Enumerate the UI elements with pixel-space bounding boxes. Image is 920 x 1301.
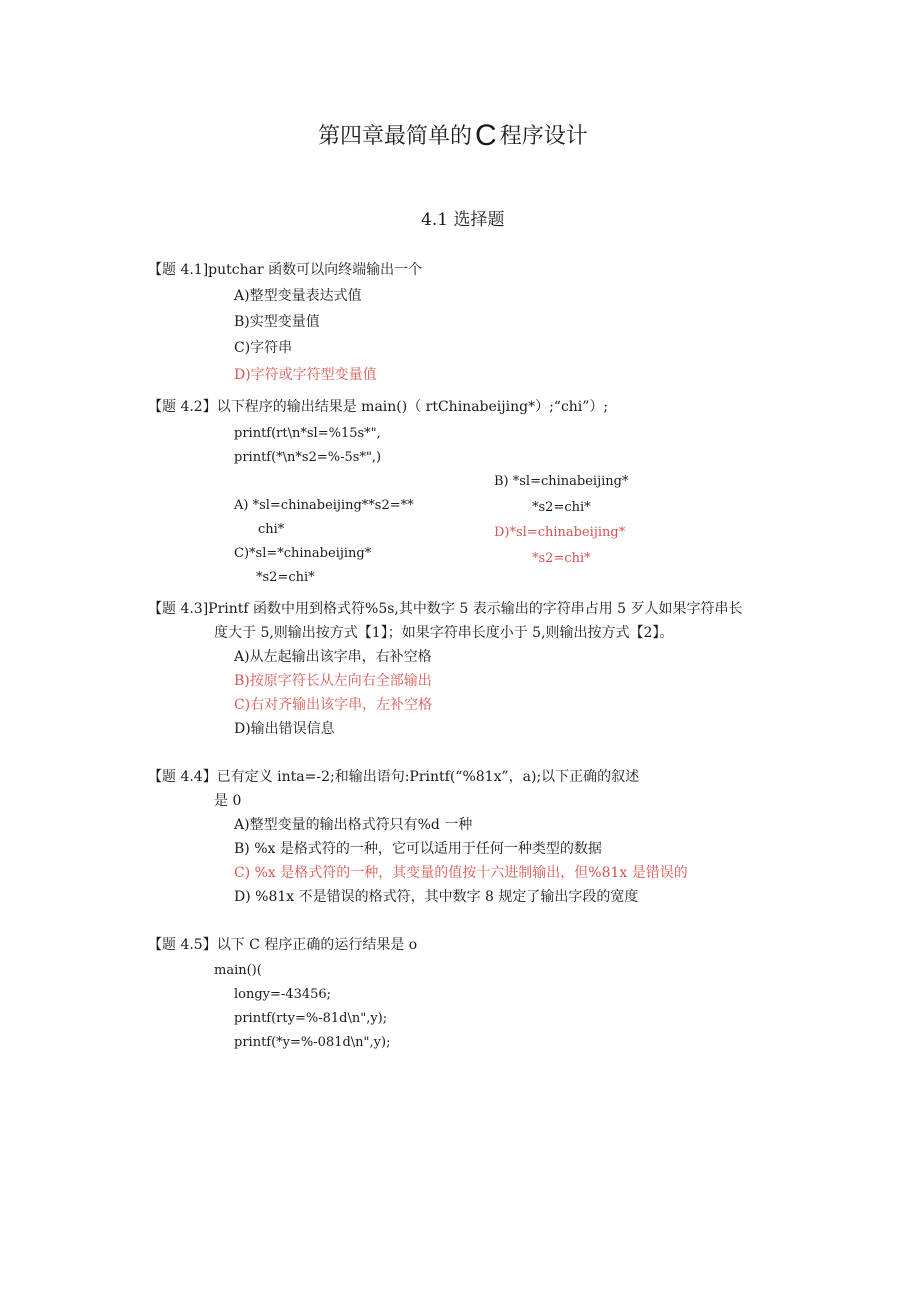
question-4-1-option-c: C)字符串 [234, 340, 293, 356]
question-4-2-option-d-line-2-answer: *s2=chi* [532, 551, 591, 566]
question-4-4-option-c-answer: C) %x 是格式符的一种，其变量的值按十六进制输出，但%81x 是错误的 [234, 865, 688, 881]
title-part-1: 第四章最简单的 [318, 124, 473, 149]
section-heading: 4.1 选择题 [421, 210, 505, 230]
question-4-3-option-b-answer: B)按原字符长从左向右全部输出 [234, 673, 432, 689]
question-4-1-option-b: B)实型变量值 [234, 314, 320, 330]
question-4-1-option-a: A)整型变量表达式值 [234, 288, 362, 304]
question-4-1-option-d-answer: D)字符或字符型变量值 [234, 367, 377, 383]
title-c-letter: C [475, 119, 497, 152]
question-4-2-option-d-line-1-answer: D)*sl=chinabeijing* [494, 525, 626, 540]
question-4-2-option-b-line-1: B) *sl=chinabeijing* [494, 474, 629, 489]
question-4-5-code-line-1: main()( [214, 963, 262, 978]
question-4-5-code-line-3: printf(rty=%-81d\n",y); [234, 1011, 388, 1026]
page-title [318, 119, 588, 152]
question-4-3-option-d: D)输出错误信息 [234, 721, 335, 737]
question-4-4-stem-line-2: 是 0 [214, 793, 242, 809]
question-4-5-code-line-2: longy=-43456; [234, 987, 332, 1002]
question-4-3-option-c-answer: C)右对齐输出该字串，左补空格 [234, 697, 433, 713]
question-4-4-stem-line-1: 【题 4.4】已有定义 inta=-2;和输出语句:Printf(“%81x”，a);以下正确的叙述 [148, 769, 640, 785]
question-4-2-option-a-line-1: A) *sl=chinabeijing**s2=** [234, 498, 414, 513]
question-4-2-option-c-line-1: C)*sl=*chinabeijing* [234, 546, 372, 561]
question-4-1-stem: 【题 4.1]putchar 函数可以向终端输出一个 [148, 262, 423, 278]
question-4-4-option-d: D) %81x 不是错误的格式符，其中数字 8 规定了输出字段的宽度 [234, 889, 639, 905]
title-part-2: 程序设计 [499, 124, 588, 149]
question-4-2-stem: 【题 4.2】以下程序的输出结果是 main()（ rtChinabeijing*）;“chi”）; [148, 399, 609, 415]
question-4-2-code-line-1: printf(rt\n*sl=%15s*", [234, 426, 381, 441]
question-4-2-option-c-line-2: *s2=chi* [256, 570, 315, 585]
question-4-5-code-line-4: printf(*y=%-081d\n",y); [234, 1035, 391, 1050]
question-4-2-code-line-2: printf(*\n*s2=%-5s*",) [234, 450, 382, 465]
question-4-4-option-a: A)整型变量的输出格式符只有%d 一种 [234, 817, 473, 833]
question-4-5-stem: 【题 4.5】以下 C 程序正确的运行结果是 o [148, 937, 418, 953]
question-4-2-option-a-line-2: chi* [258, 522, 285, 537]
question-4-4-option-b: B) %x 是格式符的一种，它可以适用于任何一种类型的数据 [234, 841, 602, 857]
question-4-3-option-a: A)从左起输出该字串，右补空格 [234, 649, 432, 665]
question-4-3-stem-line-2: 度大于 5,则输出按方式【1】；如果字符串长度小于 5,则输出按方式【2】。 [214, 625, 674, 641]
question-4-2-option-b-line-2: *s2=chi* [532, 500, 591, 515]
question-4-3-stem-line-1: 【题 4.3]Printf 函数中用到格式符%5s,其中数字 5 表示输出的字符串占用 5 歹人如果字符串长 [148, 601, 743, 617]
